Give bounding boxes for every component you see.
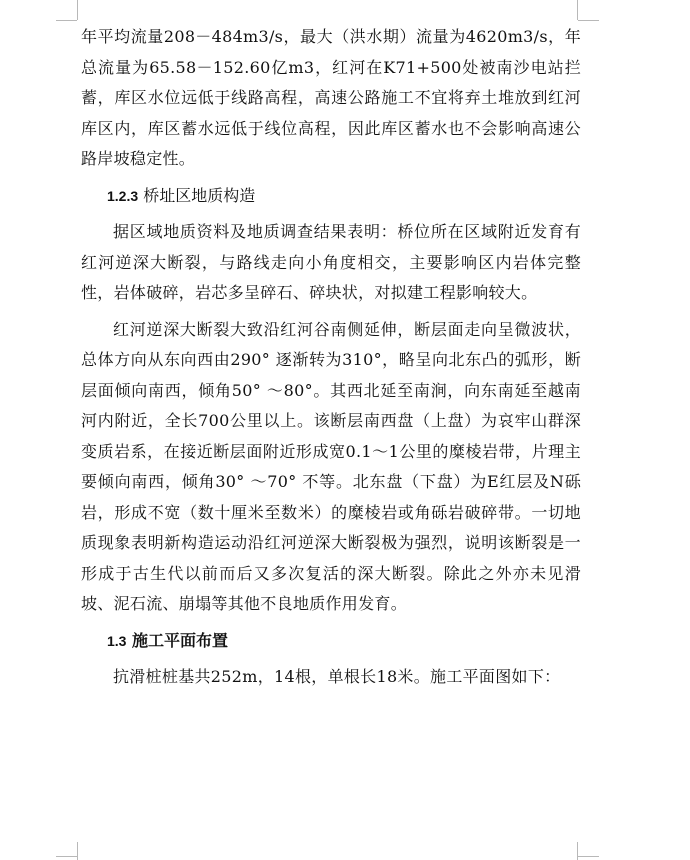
crop-mark-bottom-right-vertical xyxy=(577,842,578,860)
crop-mark-bottom-left-horizontal xyxy=(56,856,77,857)
body-paragraph: 据区域地质资料及地质调查结果表明：桥位所在区域附近发育有红河逆深大断裂，与路线走向小角度相交，主要影响区内岩体完整性，岩体破碎，岩芯多呈碎石、碎块状，对拟建工程影响较大。 xyxy=(81,222,581,302)
document-body xyxy=(81,22,581,693)
crop-mark-top-right-horizontal xyxy=(578,20,599,21)
section-number: 1.3 xyxy=(107,632,127,649)
section-heading-1-2-3 xyxy=(81,181,581,212)
section-heading-1-3 xyxy=(81,626,581,657)
intro-paragraph: 年平均流量208－484m3/s，最大（洪水期）流量为4620m3/s，年总流量为65.58－152.60亿m3，红河在K71+500处被南沙电站拦蓄，库区水位远低于线路高程，高速公路施工不宜将弃土堆放到红河库区内，库区蓄水远低于线位高程，因此库区蓄水也不会影响高速公路岸坡稳定性。 xyxy=(81,27,581,168)
crop-mark-top-right-vertical xyxy=(577,0,578,20)
section-title: 桥址区地质构造 xyxy=(143,185,256,205)
crop-mark-top-left-vertical xyxy=(77,0,78,20)
section-number: 1.2.3 xyxy=(107,187,139,204)
crop-mark-bottom-right-horizontal xyxy=(578,856,599,857)
section-title: 施工平面布置 xyxy=(132,630,229,650)
crop-mark-bottom-left-vertical xyxy=(77,842,78,860)
crop-mark-top-left-horizontal xyxy=(56,20,77,21)
body-paragraph: 抗滑桩桩基共252m，14根，单根长18米。施工平面图如下： xyxy=(113,667,561,686)
body-paragraph: 红河逆深大断裂大致沿红河谷南侧延伸，断层面走向呈微波状，总体方向从东向西由290° 逐渐转为310°，略呈向北东凸的弧形，断层面倾向南西，倾角50° ～80°。其西北延至南涧，向东南延至越南河内附近，全长700公里以上。该断层南西盘（上盘）为哀牢山群深变质岩系，在接近断层面附近形成宽0.1～1公里的糜棱岩带，片理主要倾向南西，倾角30° ～70° 不等。北东盘（下盘）为E红层及N砾岩，形成不宽（数十厘米至数米）的糜棱岩或角砾岩破碎带。一切地质现象表明新构造运动沿红河逆深大断裂极为强烈，说明该断裂是一形成于古生代以前而后又多次复活的深大断裂。除此之外亦未见滑坡、泥石流、崩塌等其他不良地质作用发育。 xyxy=(81,319,581,613)
